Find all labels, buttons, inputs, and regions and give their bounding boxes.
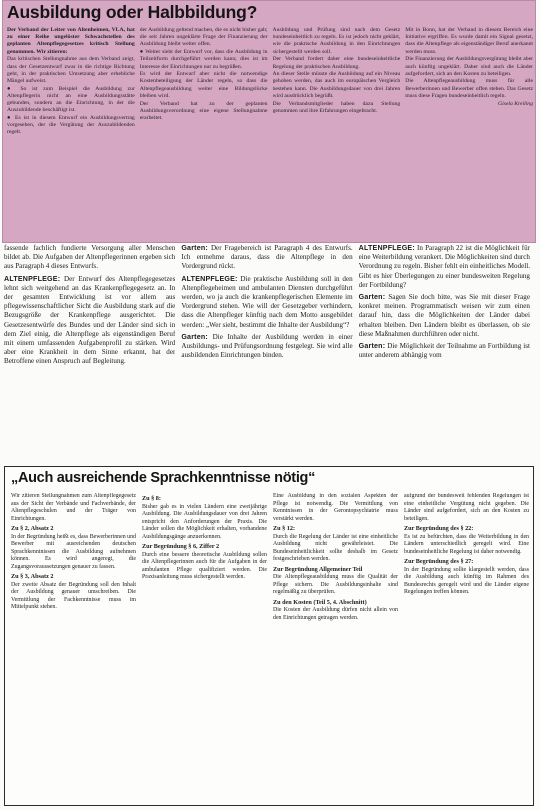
top-paragraph: Die Verbandsmitglieder haben dazu Stellung genommen und ihre Erfahrungen eingebracht. bbox=[272, 100, 401, 114]
top-column-4 bbox=[405, 27, 533, 241]
speaker-label: Garten: bbox=[358, 342, 386, 351]
bottom-paragraph: Die Altenpflegeausbildung muss die Qualität der Pflege sichern. Die Ausbildungsinhalte sind regelmäßig zu überprüfen. bbox=[273, 574, 398, 595]
bottom-paragraph: Die Kosten der Ausbildung dürfen nicht allein von den Einrichtungen getragen werden. bbox=[273, 607, 398, 621]
interview-text: Die Inhalte der Ausbildung werden in einer Ausbildungs- und Prüfungsordnung festgelegt. Sie wird alle ausbildenden Einrichtungen binden. bbox=[181, 332, 353, 360]
top-column-1 bbox=[7, 27, 135, 241]
top-column-3 bbox=[273, 27, 401, 241]
interview-columns bbox=[2, 244, 532, 460]
interview-paragraph bbox=[181, 275, 352, 330]
top-column-2 bbox=[140, 27, 268, 241]
section-heading: Zur Begründung des § 27: bbox=[404, 558, 474, 565]
speaker-label: ALTENPFLEGE: bbox=[181, 274, 238, 283]
top-article-title: Ausbildung oder Halbbildung? bbox=[7, 2, 258, 22]
interview-section bbox=[2, 244, 536, 462]
bottom-paragraph: aufgrund der bundesweit fehlenden Regelungen ist eine einheitliche Vergütung nicht gegeben. Die Länder sind aufgefordert, sich an den Kosten zu beteiligen. bbox=[404, 493, 529, 522]
speaker-label: Garten: bbox=[358, 293, 386, 302]
top-paragraph: Die Finanzierung der Ausbildungsvergütung bleibt aber auch künftig ungeklärt. Daher sind auch die Länder aufgefordert, sich an den Kosten zu beteiligen. bbox=[405, 56, 533, 77]
interview-column-3 bbox=[359, 244, 530, 460]
top-paragraph: Der Verband hat zu der geplanten Ausbildungsverordnung eine eigene Stellungnahme erarbeitet. bbox=[139, 100, 268, 121]
section-heading: Zu § 12: bbox=[273, 525, 296, 532]
bottom-paragraph: Eine Ausbildung in den sozialen Aspekten der Pflege ist notwendig. Die Vermittlung von Kenntnissen in der Gerontopsychiatrie muss verstärkt werden. bbox=[273, 493, 398, 522]
section-heading: Zur Begründung des § 22: bbox=[404, 525, 474, 532]
speaker-label: ALTENPFLEGE: bbox=[4, 274, 61, 283]
bottom-article bbox=[4, 466, 534, 806]
interview-text: Die praktische Ausbildung soll in den Altenpflegeheimen und ambulanten Diensten durchgeführt werden, wo ja auch die krankenpflegerischen Elemente im Vordergrund stehen. Wie will der Gesetzgeber verhindern, dass die Altenpfleger künftig nach dem Motto ausgebildet werden: „Wer sieht, bestimmt die Inhalte der Ausbildung“? bbox=[181, 274, 353, 329]
speaker-label: ALTENPFLEGE: bbox=[358, 244, 415, 252]
section-heading: Zu § 2, Absatz 2 bbox=[11, 525, 54, 532]
interview-paragraph bbox=[181, 244, 352, 272]
bottom-article-title: „Auch ausreichende Sprachkenntnisse nötig“ bbox=[11, 470, 316, 486]
bottom-paragraph: Durch die Regelung der Länder ist eine einheitliche Ausbildung nicht gewährleistet. Die Bundeseinheitlichkeit sollte deshalb im Gesetz festgeschrieben werden. bbox=[273, 533, 398, 562]
bottom-column-4 bbox=[404, 493, 529, 803]
top-paragraph: Die Altenpflegeausbildung muss für alle Bewerberinnen und Bewerber offen stehen. Das Gesetz muss diese Fragen bundeseinheitlich regeln. bbox=[405, 78, 533, 99]
top-article-columns bbox=[7, 27, 533, 241]
speaker-label: Garten: bbox=[181, 244, 208, 252]
bottom-column-1 bbox=[11, 493, 136, 803]
bottom-paragraph: Wir zitieren Stellungnahmen zum Altenpflegegesetz aus der Sicht der Verbände und Fachverbände, der Altenpflegeschulen und der Träger von Einrichtungen. bbox=[11, 493, 136, 522]
author-signature: Gisela Kreiling bbox=[497, 100, 533, 107]
top-paragraph: Der Verband fordert daher eine bundeseinheitliche Regelung der praktischen Ausbildung. bbox=[272, 56, 401, 70]
bottom-paragraph: Durch eine bessere theoretische Ausbildung sollen die Altenpflegerinnen auch für die Aufgaben in der ambulanten Pflege qualifiziert werden. Die Praxisanleitung muss sichergestellt werden. bbox=[142, 551, 267, 580]
top-article bbox=[2, 0, 536, 243]
top-paragraph: ● Es ist in diesem Entwurf ein Ausbildungsvertrag vorgesehen, der die Vergütung der Auszubildenden regelt. bbox=[7, 114, 135, 136]
top-paragraph: ● So ist zum Beispiel die Ausbildung zur Altenpflegerin nicht an eine Ausbildungsstätte gebunden, sondern an die Einrichtung, in der die Auszubildende beschäftigt ist. bbox=[7, 85, 135, 114]
section-heading: Zu den Kosten (Teil 5, 4. Abschnitt) bbox=[273, 598, 367, 606]
bottom-paragraph: Es ist zu befürchten, dass die Weiterbildung in den Ländern unterschiedlich geregelt wird. Eine bundeseinheitliche Regelung ist daher notwendig. bbox=[404, 533, 529, 555]
top-paragraph: Mit in Bonn, hat der Verband in diesem Bereich eine Initiative ergriffen. Es wurde damit ein Signal gesetzt, dass die Altenpflege als eigenständiger Beruf anerkannt werden muss. bbox=[405, 27, 533, 55]
interview-text: Der Entwurf des Altenpflegegesetzes lehnt sich weitgehend an das Krankenpflegegesetz an. In der gesamten Entwicklung ist vor allem aus pflegewissenschaftlicher Sicht die Ausbildung stark auf die Bezugsgröße der Krankenpflege ausgerichtet. Die Gesetzesentwürfe des Bundes und der Länder sind sich in dem Ziel einig, die Altenpflege als eigenständigen Beruf mit einem umfassenden Aufgabenprofil zu stärken. Wird aber eine Krankheit in dem Sinne erkannt, hat der Betroffene einen Anspruch auf Begleitung. bbox=[4, 274, 176, 366]
interview-paragraph bbox=[4, 275, 175, 367]
top-paragraph: Der Verband der Leiter von Altenheimen, VLA, hat zu einer Reihe ungelöster Schwachstellen des geplanten Altenpflegegesetzes kritisch Stellung genommen. Wir zitieren: bbox=[7, 27, 135, 55]
section-heading: Zur Begründung Allgemeiner Teil bbox=[273, 565, 363, 573]
top-paragraph: An dieser Stelle müsste die Ausbildung auf ein Niveau gehoben werden, das auch im europäischen Vergleich bestehen kann. Die Ausbildungsdauer von drei Jahren wird ausdrücklich begrüßt. bbox=[272, 71, 401, 99]
interview-paragraph bbox=[359, 293, 530, 339]
speaker-label: Garten: bbox=[181, 332, 208, 341]
bottom-column-2 bbox=[142, 493, 267, 803]
interview-paragraph bbox=[359, 342, 530, 360]
section-heading: Zu § 3, Absatz 2 bbox=[11, 573, 54, 580]
interview-column-2 bbox=[181, 244, 352, 460]
bottom-article-columns bbox=[11, 493, 529, 803]
interview-text: In Paragraph 22 ist die Möglichkeit für eine Weiterbildung verankert. Die Möglichkeiten sind durch Verordnung zu regeln. Bisher fehlt ein einheitliches Modell. Gibt es hier Überlegungen zu einer bundesweiten Regelung der Fortbildung? bbox=[358, 244, 530, 289]
top-paragraph: Ausbildung und Prüfung sind nach dem Gesetz bundeseinheitlich zu regeln. Es ist jedoch nicht geklärt, wie die praktische Ausbildung in den Einrichtungen sichergestellt werden soll. bbox=[272, 27, 401, 55]
interview-text: Die Möglichkeit der Teilnahme an Fortbildung ist unter anderem abhängig vom bbox=[358, 342, 530, 360]
top-paragraph: ● Weiter sieht der Entwurf vor, dass die Ausbildung in Teilzeitform durchgeführt werden kann; dies ist im Interesse der Einrichtungen nur zu begrüßen. bbox=[139, 49, 268, 70]
interview-text: Sagen Sie doch bitte, was Sie mit dieser Frage konkret meinen. Programmatisch weisen wir zum einen darauf hin, dass die Möglichkeiten der Länder dabei erhalten bleiben. Den Ländern bleibt es überlassen, ob sie diese Maßnahmen durchführen oder nicht. bbox=[358, 293, 530, 338]
interview-column-1 bbox=[4, 244, 175, 460]
interview-paragraph bbox=[4, 244, 175, 272]
bottom-column-3 bbox=[273, 493, 398, 803]
interview-paragraph bbox=[181, 333, 352, 361]
bottom-paragraph: In der Begründung heißt es, dass Bewerberinnen und Bewerber mit ausreichenden deutschen Sprachkenntnissen die Ausbildung aufnehmen können. Es wird angeregt, die Zugangsvoraussetzungen genauer zu fassen. bbox=[11, 533, 136, 570]
bottom-paragraph: In der Begründung sollte klargestellt werden, dass die Ausbildung auch künftig im Rahmen des Bundesrechts geregelt wird und die Länder eigene Regelungen treffen können. bbox=[404, 566, 529, 595]
top-paragraph: der Ausbildung geltend machen, die es nicht bisher gab; die seit Jahren ungeklärte Frage der Finanzierung der Ausbildung bleibt weiter offen. bbox=[139, 27, 268, 48]
bottom-paragraph: Der zweite Absatz der Begründung soll den Inhalt der Ausbildung genauer umschreiben. Die Vermittlung der Fachkenntnisse muss im Mittelpunkt stehen. bbox=[11, 581, 136, 610]
interview-text: Der Fragebereich ist Paragraph 4 des Entwurfs. Ich entnehme daraus, dass die Altenpflege in den Vordergrund rückt. bbox=[181, 244, 353, 271]
interview-text: fassende fachlich fundierte Versorgung aller Menschen bildet ab. Die Aufgaben der Altenpflegerinnen ergeben sich aus Paragraph 4 dieses Entwurfs. bbox=[4, 244, 176, 271]
section-heading: Zu § 8: bbox=[142, 495, 161, 502]
top-paragraph: Das kritischen Stellungnahme aus dem Verband zeigt, dass der Gesetzentwurf zwar in die richtige Richtung geht, in der praktischen Umsetzung aber erhebliche Mängel aufweist. bbox=[7, 56, 135, 84]
bottom-paragraph: Bisher gab es in vielen Ländern eine zweijährige Ausbildung. Die Ausbildungsdauer von drei Jahren entspricht den Anforderungen der Praxis. Die Länder sollen die Möglichkeit erhalten, vorhandene Ausbildungsgänge anzuerkennen. bbox=[142, 503, 267, 540]
top-paragraph: Es wird der Entwurf aber nicht die notwendige Kostenbeteiligung der Länder regeln, so dass die Altenpflegeausbildung weiter eine Bildungslücke bleiben wird. bbox=[139, 71, 268, 99]
interview-paragraph bbox=[359, 244, 530, 290]
section-heading: Zur Begründung § 6, Ziffer 2 bbox=[142, 543, 220, 550]
